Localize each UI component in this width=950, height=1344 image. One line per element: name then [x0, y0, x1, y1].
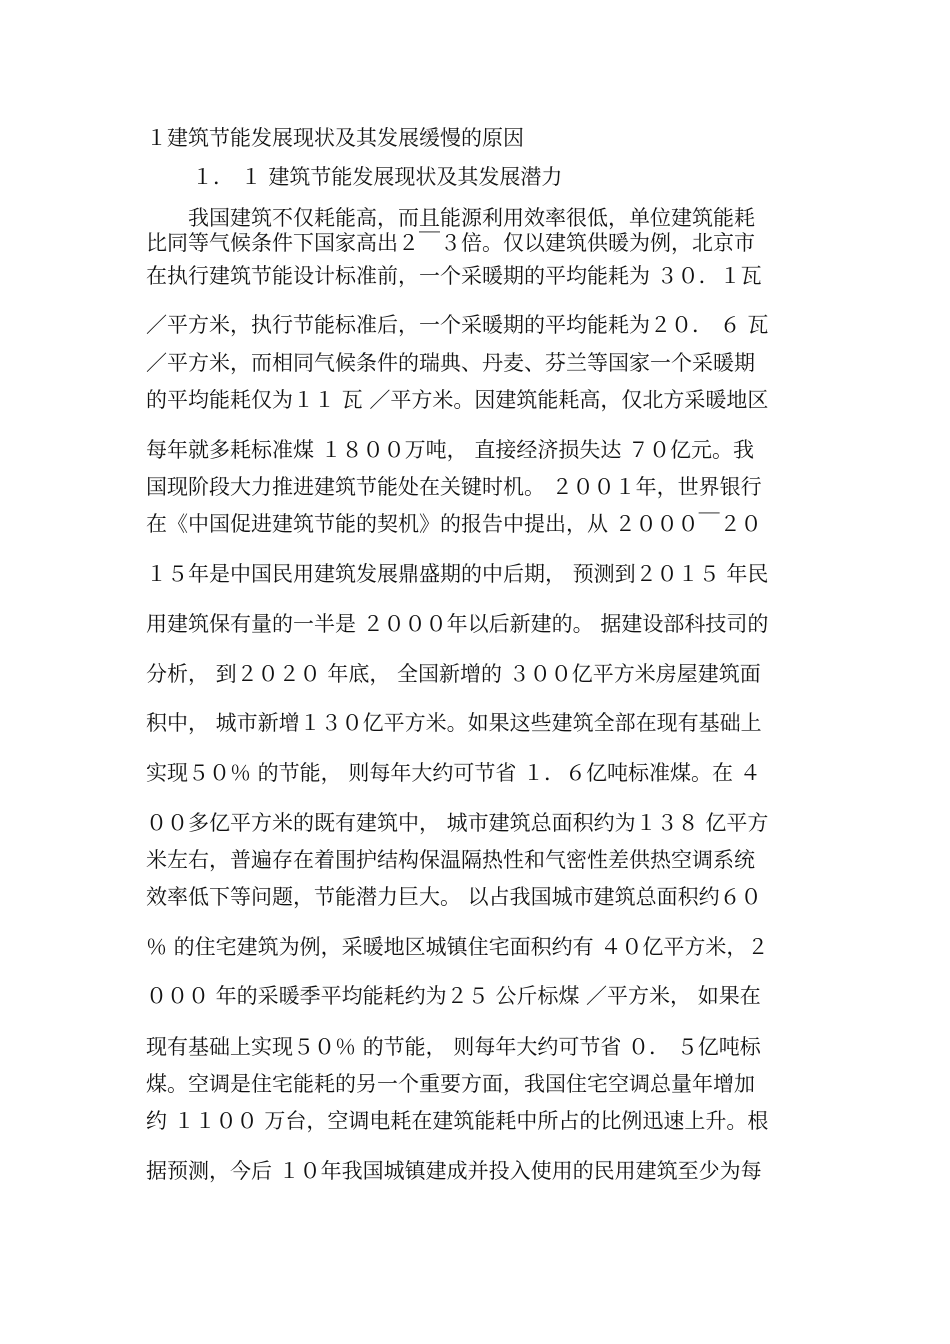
- paragraph-line: 煤。空调是住宅能耗的另一个重要方面，我国住宅空调总量年增加: [146, 1072, 755, 1096]
- paragraph-line: 比同等气候条件下国家高出２￣３倍。仅以建筑供暖为例，北京市: [146, 231, 755, 255]
- paragraph-line: 用建筑保有量的一半是 ２０００年以后新建的。 据建设部科技司的: [146, 612, 769, 636]
- paragraph-line: １５年是中国民用建筑发展鼎盛期的中后期， 预测到２０１５ 年民: [146, 562, 769, 586]
- paragraph-line: 分析， 到２０２０ 年底， 全国新增的 ３００亿平方米房屋建筑面: [146, 662, 761, 686]
- paragraph-line: 实现５０％ 的节能， 则每年大约可节省 １．６亿吨标准煤。在 ４: [146, 761, 761, 785]
- paragraph-line: 每年就多耗标准煤 １８００万吨， 直接经济损失达 ７０亿元。我: [146, 438, 755, 462]
- section-heading: １建筑节能发展现状及其发展缓慢的原因: [146, 126, 524, 150]
- paragraph-line: ０００ 年的采暖季平均能耗约为２５ 公斤标煤 ／平方米， 如果在: [146, 984, 761, 1008]
- paragraph-line: 的平均能耗仅为１１ 瓦 ／平方米。因建筑能耗高，仅北方采暖地区: [146, 388, 769, 412]
- paragraph-line: 现有基础上实现５０％ 的节能， 则每年大约可节省 ０． ５亿吨标: [146, 1035, 761, 1059]
- paragraph-line: 积中， 城市新增１３０亿平方米。如果这些建筑全部在现有基础上: [146, 711, 762, 735]
- paragraph-line: ／平方米，而相同气候条件的瑞典、丹麦、芬兰等国家一个采暖期: [146, 351, 755, 375]
- paragraph-line: 在执行建筑节能设计标准前，一个采暖期的平均能耗为 ３０．１瓦: [146, 264, 762, 288]
- paragraph-line: ／平方米，执行节能标准后，一个采暖期的平均能耗为２０． ６ 瓦: [146, 313, 769, 337]
- paragraph-line: 我国建筑不仅耗能高，而且能源利用效率很低，单位建筑能耗: [146, 206, 755, 230]
- paragraph-line: 约 １１００ 万台，空调电耗在建筑能耗中所占的比例迅速上升。根: [146, 1109, 769, 1133]
- paragraph-line: ００多亿平方米的既有建筑中， 城市建筑总面积约为１３８ 亿平方: [146, 811, 769, 835]
- paragraph-line: ％ 的住宅建筑为例，采暖地区城镇住宅面积约有 ４０亿平方米，２: [146, 935, 769, 959]
- paragraph-line: 国现阶段大力推进建筑节能处在关键时机。 ２００１年，世界银行: [146, 475, 762, 499]
- paragraph-line: 在《中国促进建筑节能的契机》的报告中提出，从 ２０００￣２０: [146, 512, 762, 536]
- paragraph-line: 效率低下等问题，节能潜力巨大。 以占我国城市建筑总面积约６０: [146, 885, 762, 909]
- paragraph-line: 米左右，普遍存在着围护结构保温隔热性和气密性差供热空调系统: [146, 848, 755, 872]
- paragraph-line: 据预测，今后 １０年我国城镇建成并投入使用的民用建筑至少为每: [146, 1159, 762, 1183]
- subsection-heading: １． １ 建筑节能发展现状及其发展潜力: [192, 165, 563, 189]
